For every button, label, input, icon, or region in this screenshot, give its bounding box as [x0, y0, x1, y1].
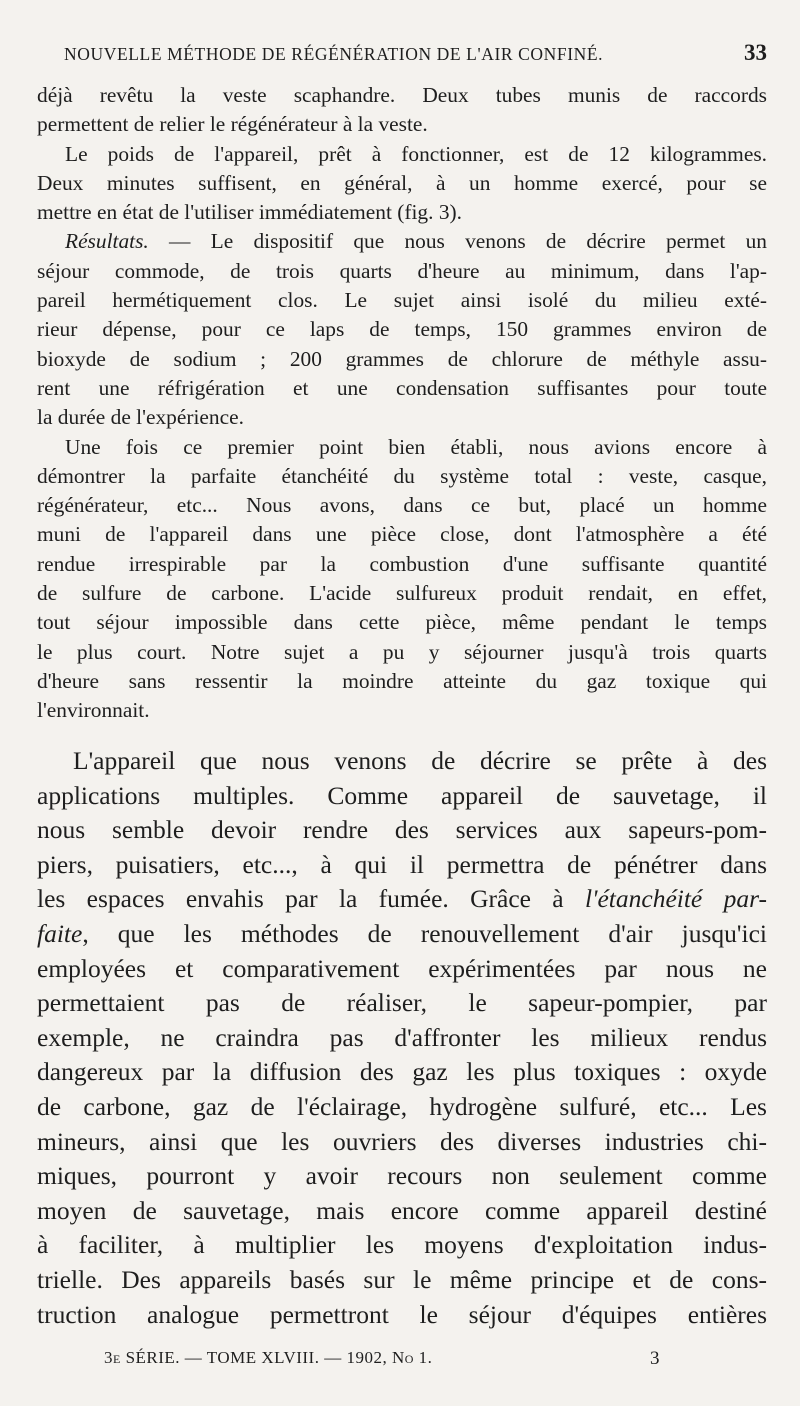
text-line: exemple, ne craindra pas d'affronter les milieux rendus — [37, 1022, 767, 1052]
small-print-section — [37, 81, 767, 726]
text-line: Une fois ce premier point bien établi, nous avions encore à — [65, 434, 767, 459]
paragraph-results — [37, 227, 767, 256]
text-line: le plus court. Notre sujet a pu y séjourner jusqu'à trois quarts — [37, 639, 767, 664]
text-line: mineurs, ainsi que les ouvriers des diverses industries chi- — [37, 1126, 767, 1156]
text-line: de sulfure de carbone. L'acide sulfureux produit rendait, en effet, — [37, 581, 767, 606]
text-line: applications multiples. Comme appareil de sauvetage, il — [37, 780, 767, 810]
text-line: rent une réfrigération et une condensation suffisantes pour toute — [37, 375, 767, 400]
text-line: miques, pourront y avoir recours non seulement comme — [37, 1161, 767, 1191]
text-line: Deux minutes suffisent, en général, à un homme exercé, pour se — [37, 170, 767, 195]
series-info: 3e SÉRIE. — TOME XLVIII. — 1902, No 1. — [104, 1348, 433, 1367]
text-line: pareil hermétiquement clos. Le sujet ainsi isolé du milieu exté- — [37, 288, 767, 313]
text-line: séjour commode, de trois quarts d'heure au minimum, dans l'ap- — [37, 258, 767, 283]
text-line — [37, 917, 767, 952]
text-line: dangereux par la diffusion des gaz les plus toxiques : oxyde — [37, 1057, 767, 1087]
text-line: truction analogue permettront le séjour d'équipes entières — [37, 1299, 767, 1329]
text-line: la durée de l'expérience. — [37, 405, 244, 430]
text-line: muni de l'appareil dans une pièce close, dont l'atmosphère a été — [37, 522, 767, 547]
paragraph-results-end — [37, 403, 767, 432]
text-line: bioxyde de sodium ; 200 grammes de chlorure de méthyle assu- — [37, 346, 767, 371]
paragraph-continuation — [37, 81, 767, 110]
paragraph-weight-end — [37, 198, 767, 227]
text-line: moyen de sauvetage, mais encore comme appareil destiné — [37, 1195, 767, 1225]
paragraph-results-body — [37, 257, 767, 403]
text-line — [65, 227, 767, 256]
paragraph-airtightness-body — [37, 462, 767, 696]
text-line: employées et comparativement expérimentées par nous ne — [37, 953, 767, 983]
paragraph-airtightness-end — [37, 696, 767, 725]
text-segment: , que les méthodes de renouvellement d'air jusqu'ici — [82, 918, 767, 948]
results-heading: Résultats. — [65, 229, 149, 254]
text-line — [37, 882, 767, 917]
paragraph-applications — [37, 744, 767, 779]
text-line: nous semble devoir rendre des services aux sapeurs-pom- — [37, 815, 767, 845]
emphasis-text: faite — [37, 918, 83, 948]
text-line: permettent de relier le régénérateur à la veste. — [37, 112, 428, 137]
page-number: 33 — [744, 40, 767, 65]
paragraph-applications-body — [37, 779, 767, 1333]
text-line: Le poids de l'appareil, prêt à fonctionner, est de 12 kilogrammes. — [65, 141, 767, 166]
signature-mark: 3 — [650, 1348, 660, 1369]
text-line: mettre en état de l'utiliser immédiatement (fig. 3). — [37, 200, 462, 225]
text-line: déjà revêtu la veste scaphandre. Deux tubes munis de raccords — [37, 83, 767, 107]
text-line: démontrer la parfaite étanchéité du système total : veste, casque, — [37, 463, 767, 488]
emphasis-text: l'étanchéité par- — [584, 884, 767, 914]
paragraph-weight-body — [37, 169, 767, 198]
text-line: permettaient pas de réaliser, le sapeur-pompier, par — [37, 988, 767, 1018]
text-line: rendue irrespirable par la combustion d'une suffisante quantité — [37, 551, 767, 576]
results-first-line: — Le dispositif que nous venons de décrire permet un — [148, 229, 767, 254]
text-line: trielle. Des appareils basés sur le même principe et de cons- — [37, 1264, 767, 1294]
text-line: tout séjour impossible dans cette pièce, même pendant le temps — [37, 610, 767, 635]
text-line: piers, puisatiers, etc..., à qui il permettra de pénétrer dans — [37, 849, 767, 879]
text-line: régénérateur, etc... Nous avons, dans ce but, placé un homme — [37, 493, 767, 518]
paragraph-airtightness — [37, 433, 767, 462]
text-segment: les espaces envahis par la fumée. Grâce à — [37, 884, 585, 914]
text-line: d'heure sans ressentir la moindre atteinte du gaz toxique qui — [37, 668, 767, 693]
text-line: L'appareil que nous venons de décrire se prête à des — [73, 746, 767, 775]
text-line: l'environnait. — [37, 698, 150, 723]
running-head — [64, 40, 767, 70]
paragraph-continuation-end — [37, 110, 767, 139]
text-line: à faciliter, à multiplier les moyens d'exploitation indus- — [37, 1230, 767, 1260]
text-line: rieur dépense, pour ce laps de temps, 150 grammes environ de — [37, 317, 767, 342]
large-print-section — [37, 744, 767, 1332]
page-footer — [104, 1348, 660, 1374]
text-line: de carbone, gaz de l'éclairage, hydrogène sulfuré, etc... Les — [37, 1091, 767, 1121]
running-title: NOUVELLE MÉTHODE DE RÉGÉNÉRATION DE L'AIR CONFINÉ. — [64, 44, 604, 64]
paragraph-weight — [37, 140, 767, 169]
